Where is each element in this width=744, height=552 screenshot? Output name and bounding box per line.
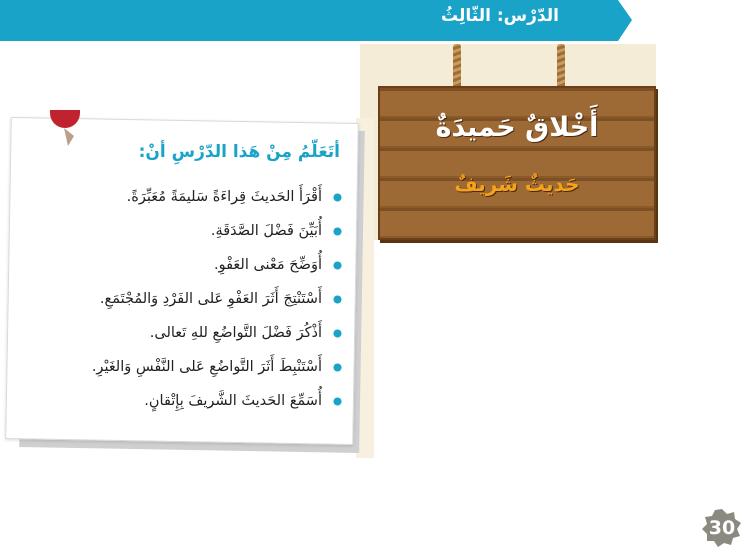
pin-needle-icon [62,126,76,148]
bullet-dot-icon [333,227,342,236]
lesson-title: الدّرْس: الثّالِثُ [441,6,559,26]
sign-rope-left [453,44,461,92]
bullet-dot-icon [333,329,342,338]
bullet-dot-icon [333,261,342,270]
bullet-dot-icon [333,295,342,304]
objective-text: أَسْتَنْتِجَ أَثَرَ العَفْوِ عَلى الفَرْدِ وَالمُجْتَمَعِ. [99,291,322,307]
objective-item [20,186,342,220]
sign-title: أَخْلاقٌ حَميدَةٌ [435,112,599,143]
bullet-dot-icon [333,397,342,406]
objectives-heading: أتَعَلّمُ مِنْ هَذا الدّرْسِ أنْ: [138,142,340,162]
objective-item [20,356,342,390]
objective-text: أُسَمِّعَ الحَديثَ الشَّريفَ بِإِتْقانٍ. [144,393,322,409]
objective-text: أَسْتَنْبِطَ أَثَرَ التَّواضُعِ عَلى النَّفْسِ وَالغَيْرِ. [91,359,322,375]
objective-item [20,322,342,356]
objective-text: أُوَضِّحَ مَعْنى العَفْوِ. [213,257,322,273]
objective-item [20,390,342,424]
objective-item [20,220,342,254]
objective-item [20,254,342,288]
page-number: 30 [708,517,736,539]
bullet-dot-icon [333,363,342,372]
sign-rope-right [557,44,565,92]
objective-text: أَقْرَأَ الحَديثَ قِراءَةً سَليمَةً مُعَبِّرَةً. [126,189,322,205]
wooden-sign [378,86,656,240]
bullet-dot-icon [333,193,342,202]
objective-text: أَذْكُرَ فَضْلَ التَّواضُعِ للهِ تَعالى. [149,325,322,341]
objectives-list [20,186,342,424]
objective-item [20,288,342,322]
sign-subtitle: حَديثٌ شَريفٌ [454,172,580,196]
objective-text: أُبَيِّنَ فَضْلَ الصَّدَقَةِ. [210,223,322,239]
